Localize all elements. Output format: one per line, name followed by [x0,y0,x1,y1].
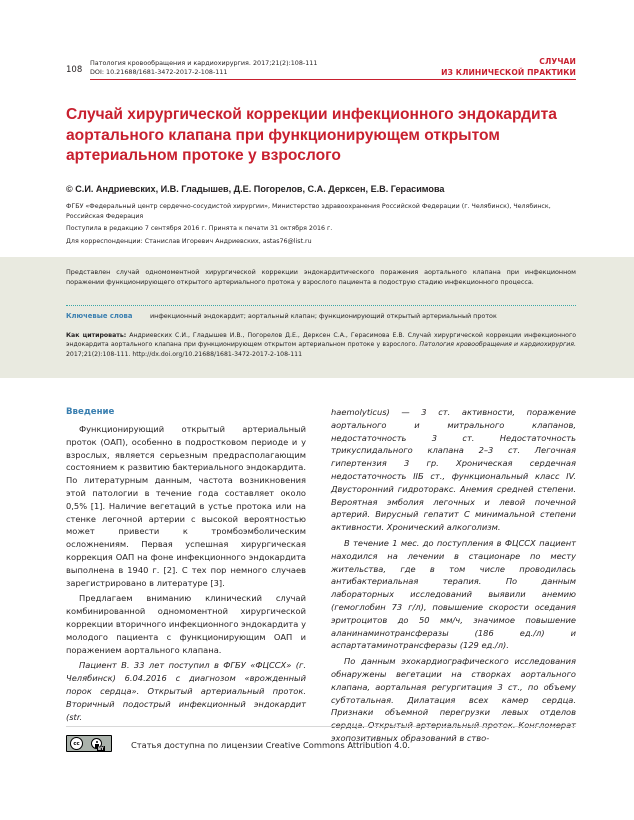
body-paragraph: Функционирующий открытый артериальный проток (ОАП), особенно в подростковом периоде и у взрослых, является серьезным предрасполагающим состоянием к развитию бактериального эндокардита. По литературным данным, частота возникновения этой патологии в течение года составляет около 0,5% [1]. Наличие вегетаций в устье протока или на стенке легочной артерии с высокой вероятностью может привести к тромбоэмболическим осложнениям. Первая успешная хирургическая коррекция ОАП на фоне инфекционного эндокардита выполнена в 1940 г. [2]. С тех пор немного случаев зарегистрировано в литературе [3]. [66,424,306,588]
header-rule [90,79,576,80]
echo-findings-paragraph: По данным эхокардиографического исследования обнаружены вегетации на створках аортального клапана, аортальная регургитация 3 ст., по объему субтотальная. Дилатация всех камер сердца. Признаки объемной перегрузки левых отделов сердца. Открытый артериальный проток. Конгломерат эхопозитивных образований в ство- [331,656,576,743]
license-text: Статья доступна по лицензии Creative Commons Attribution 4.0. [131,740,410,750]
case-description-paragraph: Пациент В. 33 лет поступил в ФГБУ «ФЦССХ» (г. Челябинск) 6.04.2016 с диагнозом «врожденный порок сердца». Открытый артериальный проток. Вторичный подострый инфекционный эндокардит (str. [66,660,306,722]
cc-by-license-icon[interactable] [66,735,112,752]
article-affiliation: ФГБУ «Федеральный центр сердечно-сосудистой хирургии», Министерство здравоохранения Российской Федерации (г. Челябинск), Челябинск, Российская Федерация [66,203,551,220]
keywords-label: Ключевые слова [66,312,133,320]
article-correspondence: Для корреспонденции: Станислав Игоревич Андриевских, astas76@list.ru [66,238,312,245]
case-description-continued: haemolyticus) — 3 ст. активности, поражение аортального и митрального клапанов, недостаточность 3 ст. Недостаточность трикуспидального клапана 2–3 ст. Легочная гипертензия 3 гр. Хроническая сердечная недостаточность IIБ ст., функциональный класс IV. Двусторонний гидроторакс. Анемия средней степени. Вероятная эмболия легочных и левой почечной артерий. Вирусный гепатит С минимальной степени активности. Хронический алкоголизм. [331,407,576,533]
citation-block [66,331,576,359]
footer-rule [66,726,576,727]
body-column-left [66,406,306,726]
page-number: 108 [66,65,83,75]
journal-citation: Патология кровообращения и кардиохирургия. 2017;21(2):108-111 [90,59,318,67]
keywords-text: инфекционный эндокардит; аортальный клапан; функционирующий открытый артериальный проток [150,312,497,320]
citation-text: Андриевских С.И., Гладышев И.В., Погорелов Д.Е., Дерксен С.А., Герасимова Е.В. Случай хирургической коррекции инфекционного эндокардита аортального клапана при функционирующем открытом артериальном протоке у взрослого. [66,332,576,349]
section-heading-introduction: Введение [66,407,115,417]
article-title: Случай хирургической коррекции инфекционного эндокардита аортального клапана при функционирующем открытом артериальном протоке у взрослого [66,106,557,164]
by-label: BY [98,746,104,751]
section-label-line2: ИЗ КЛИНИЧЕСКОЙ ПРАКТИКИ [441,68,576,77]
citation-label: Как цитировать: [66,332,127,339]
creative-commons-icon: cc [70,737,83,750]
journal-info [90,59,317,77]
article-dates: Поступила в редакцию 7 сентября 2016 г. Принята к печати 31 октября 2016 г. [66,225,333,232]
section-label-line1: СЛУЧАИ [539,57,576,66]
case-history-paragraph: В течение 1 мес. до поступления в ФЦССХ пациент находился на лечении в стационаре по месту жительства, где в том числе проводилась антибактериальная терапия. По данным лабораторных исследований выявили анемию (гемоглобин 73 г/л), повышение скорости оседания эритроцитов до 50 мм/ч, значимое повышение аланинаминотрансферазы (186 ед./л) и аспартатаминотрансферазы (129 ед./л). [331,537,576,651]
abstract-text: Представлен случай одномоментной хирургической коррекции эндокардитического поражения аортального клапана при инфекционном поражении функционирующего открытого артериального протока у взрослого пациента в подострую стадию инфекционного процесса. [66,268,576,286]
article-authors: © С.И. Андриевских, И.В. Гладышев, Д.Е. Погорелов, С.А. Дерксен, Е.В. Герасимова [66,184,445,194]
journal-doi[interactable]: DOI: 10.21688/1681-3472-2017-2-108-111 [90,68,228,76]
page-header [0,0,634,90]
body-column-right [331,406,576,748]
citation-doi[interactable]: 2017;21(2):108-111. http://dx.doi.org/10.21688/1681-3472-2017-2-108-111 [66,350,303,358]
section-label [441,56,576,78]
citation-journal: Патология кровообращения и кардиохирургия. [419,341,576,349]
body-paragraph: Предлагаем вниманию клинический случай комбинированной одномоментной хирургической коррекции вторичного инфекционного эндокардита у молодого пациента с функционирующим ОАП и поражением аортального клапана. [66,593,306,655]
abstract-divider [66,305,576,306]
